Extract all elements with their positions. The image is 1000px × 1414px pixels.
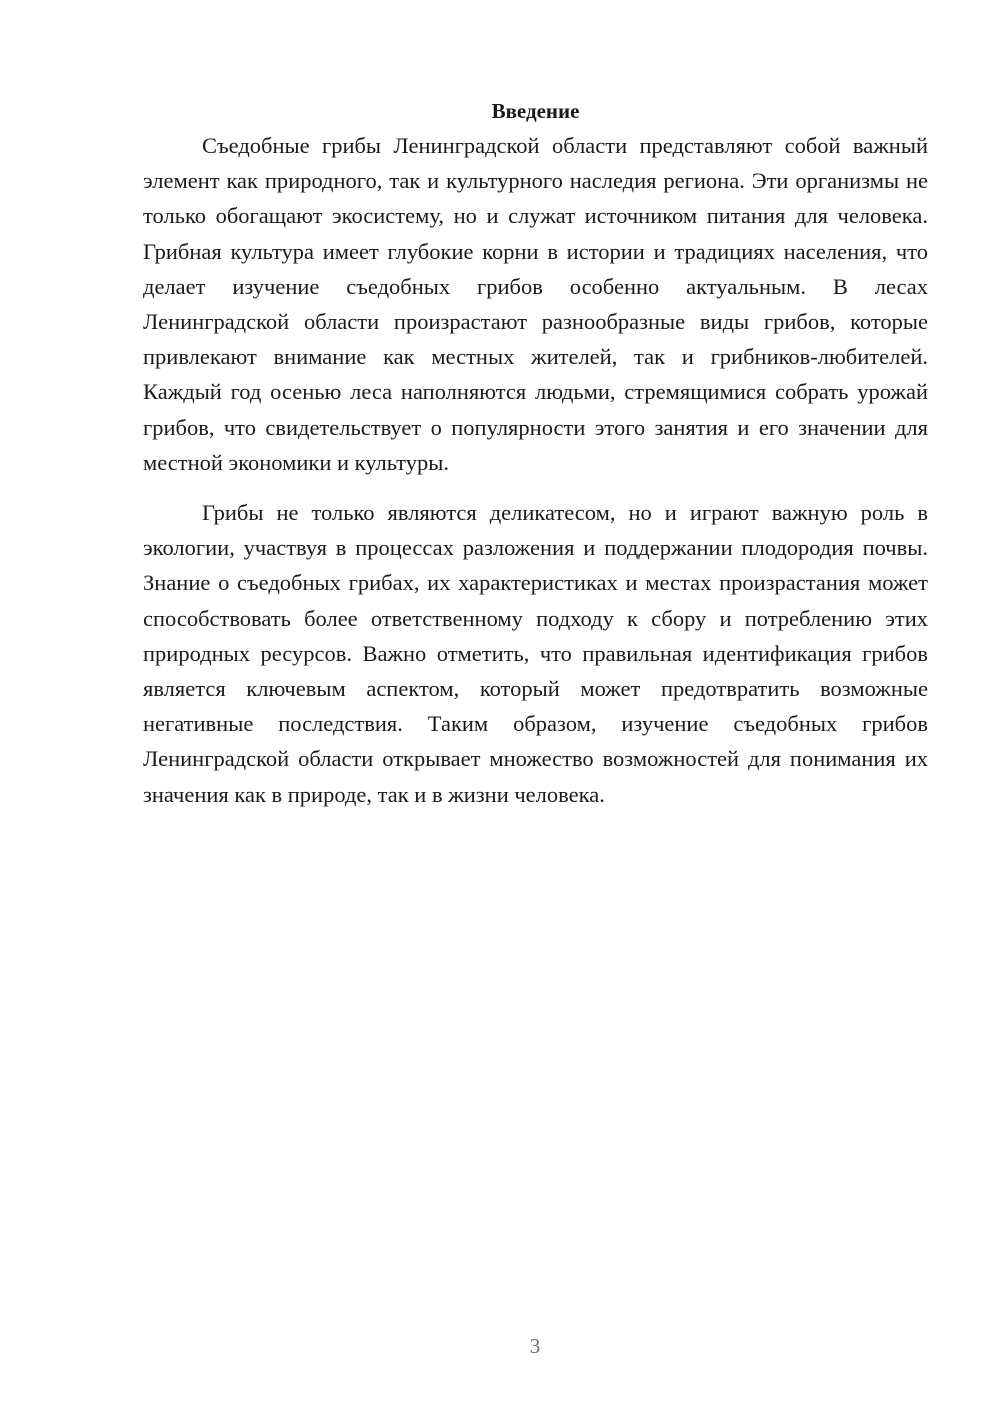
- section-heading: Введение: [491, 99, 580, 123]
- paragraph-1: Съедобные грибы Ленинградской области представляют собой важный элемент как природного, так и культурного наследия региона. Эти организмы не только обогащают экосистему, но и служат источником питания для человека. Грибная культура имеет глубокие корни в истории и традициях населения, что делает изучение съедобных грибов особенно актуальным. В лесах Ленинградской области произрастают разнообразные виды грибов, которые привлекают внимание как местных жителей, так и грибников-любителей. Каждый год осенью леса наполняются людьми, стремящимися собрать урожай грибов, что свидетельствует о популярности этого занятия и его значении для местной экономики и культуры.: [143, 133, 928, 475]
- page-content: [143, 96, 928, 812]
- page-number: 3: [529, 1334, 541, 1358]
- paragraph-2: Грибы не только являются деликатесом, но и играют важную роль в экологии, участвуя в процессах разложения и поддержании плодородия почвы. Знание о съедобных грибах, их характеристиках и местах произрастания может способствовать более ответственному подходу к сбору и потреблению этих природных ресурсов. Важно отметить, что правильная идентификация грибов является ключевым аспектом, который может предотвратить возможные негативные последствия. Таким образом, изучение съедобных грибов Ленинградской области открывает множество возможностей для понимания их значения как в природе, так и в жизни человека.: [143, 500, 928, 807]
